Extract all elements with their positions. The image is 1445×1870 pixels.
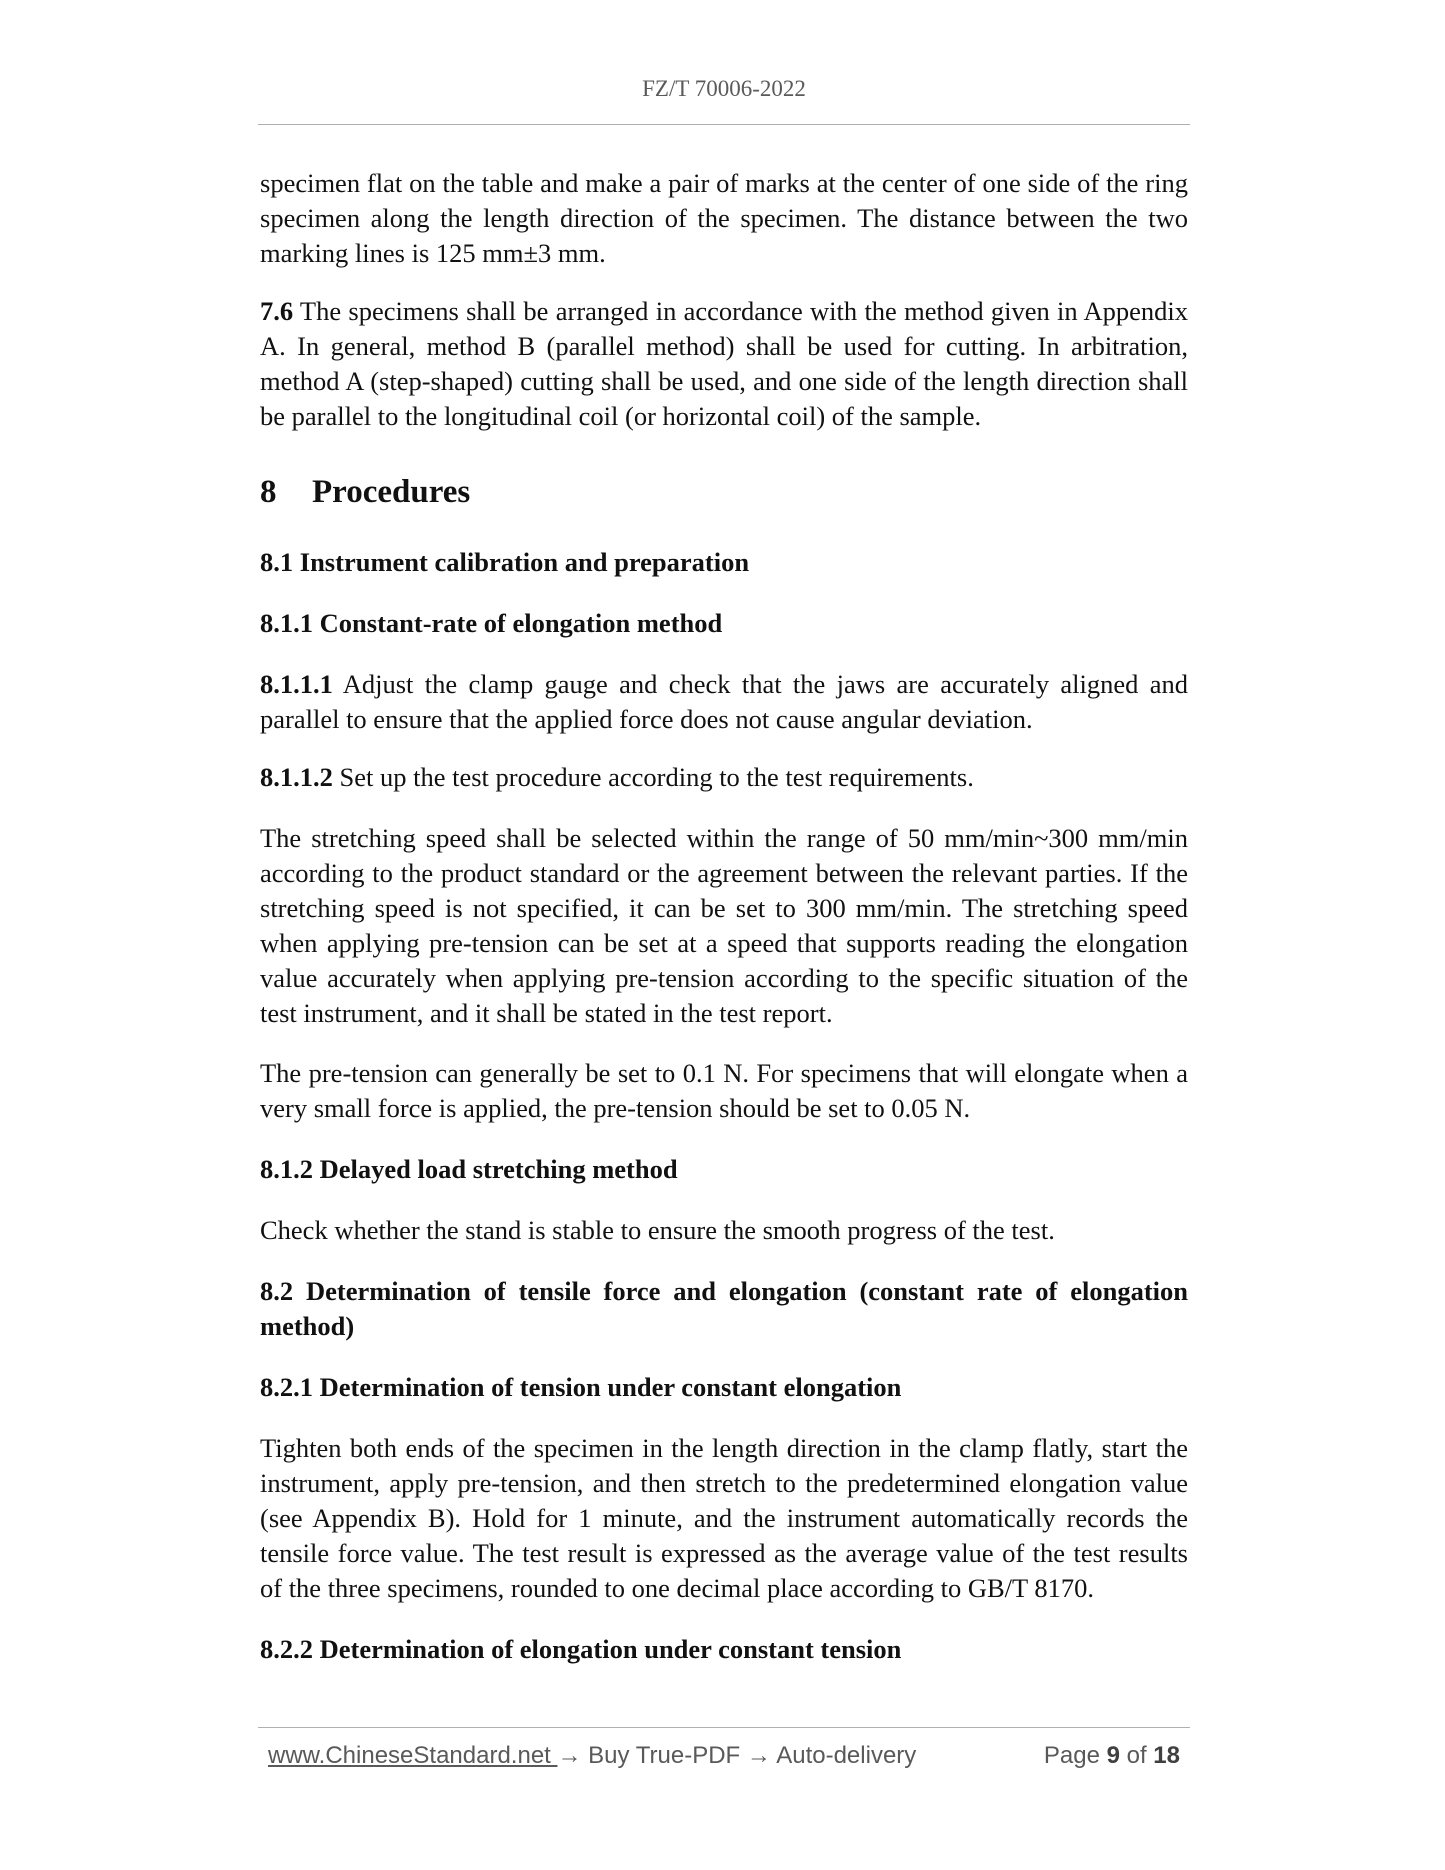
- clause-text: Set up the test procedure according to the test requirements.: [332, 762, 974, 792]
- section-title: Procedures: [312, 474, 471, 510]
- page-footer: [268, 1742, 1180, 1778]
- footer-divider: [258, 1727, 1190, 1728]
- clause-text: Adjust the clamp gauge and check that the jaws are accurately aligned and parallel to ensure that the applied force does not cause angular deviation.: [260, 669, 1188, 734]
- clause-text: The specimens shall be arranged in accordance with the method given in Appendix A. In general, method B (parallel method) shall be used for cutting. In arbitration, method A (step-shaped) cutting shall be used, and one side of the length direction shall be parallel to the longitudinal coil (or horizontal coil) of the sample.: [260, 296, 1188, 431]
- section-number: 8: [260, 474, 277, 510]
- clause-number: 7.6: [260, 296, 294, 326]
- clause-8-1-1-1: [260, 667, 1188, 737]
- arrow-right-icon: →: [557, 1742, 582, 1769]
- delivery-text: Auto-delivery: [770, 1742, 917, 1769]
- stretching-speed-paragraph: The stretching speed shall be selected within the range of 50 mm/min~300 mm/min according to the product standard or the agreement between the relevant parties. If the stretching speed is not specified, it can be set to 300 mm/min. The stretching speed when applying pre-tension can be set at a speed that supports reading the elongation value accurately when applying pre-tension according to the specific situation of the test instrument, and it shall be stated in the test report.: [260, 823, 1188, 1028]
- page-content: [260, 166, 1188, 1667]
- footer-promo: [268, 1742, 916, 1770]
- pre-tension-paragraph: The pre-tension can generally be set to 0.1 N. For specimens that will elongate when a very small force is applied, the pre-tension should be set to 0.05 N.: [260, 1058, 1188, 1123]
- arrow-right-icon: →: [746, 1742, 771, 1769]
- heading-8-1: 8.1 Instrument calibration and preparation: [260, 547, 750, 577]
- page-number: 9: [1106, 1742, 1120, 1769]
- of-label: of: [1119, 1742, 1154, 1769]
- clause-number: 8.1.1.1: [260, 669, 333, 699]
- heading-8-1-1: 8.1.1 Constant-rate of elongation method: [260, 608, 723, 638]
- heading-8-1-2: 8.1.2 Delayed load stretching method: [260, 1154, 678, 1184]
- page-indicator: [1044, 1742, 1180, 1770]
- clause-number: 8.1.1.2: [260, 762, 333, 792]
- heading-8-2-1: 8.2.1 Determination of tension under constant elongation: [260, 1372, 902, 1402]
- document-id-header: FZ/T 70006-2022: [642, 76, 806, 101]
- continued-paragraph: specimen flat on the table and make a pair of marks at the center of one side of the ring specimen along the length direction of the specimen. The distance between the two marking lines is 125 mm±3 mm.: [260, 168, 1188, 268]
- clause-8-1-1-2: [260, 760, 1188, 795]
- header-divider: [258, 124, 1190, 125]
- stand-check-paragraph: Check whether the stand is stable to ensure the smooth progress of the test.: [260, 1215, 1055, 1245]
- section-8-heading: [260, 472, 1188, 512]
- website-link[interactable]: www.ChineseStandard.net: [268, 1742, 558, 1769]
- heading-8-2-2: 8.2.2 Determination of elongation under constant tension: [260, 1634, 902, 1664]
- page-label: Page: [1043, 1742, 1107, 1769]
- clause-7-6: [260, 294, 1188, 434]
- tighten-paragraph: Tighten both ends of the specimen in the length direction in the clamp flatly, start the instrument, apply pre-tension, and then stretch to the predetermined elongation value (see Appendix B). Hold for 1 minute, and the instrument automatically records the tensile force value. The test result is expressed as the average value of the test results of the three specimens, rounded to one decimal place according to GB/T 8170.: [260, 1433, 1188, 1603]
- page-total: 18: [1153, 1742, 1180, 1769]
- buy-text: Buy True-PDF: [581, 1742, 747, 1769]
- heading-8-2: 8.2 Determination of tensile force and elongation (constant rate of elongation method): [260, 1276, 1188, 1341]
